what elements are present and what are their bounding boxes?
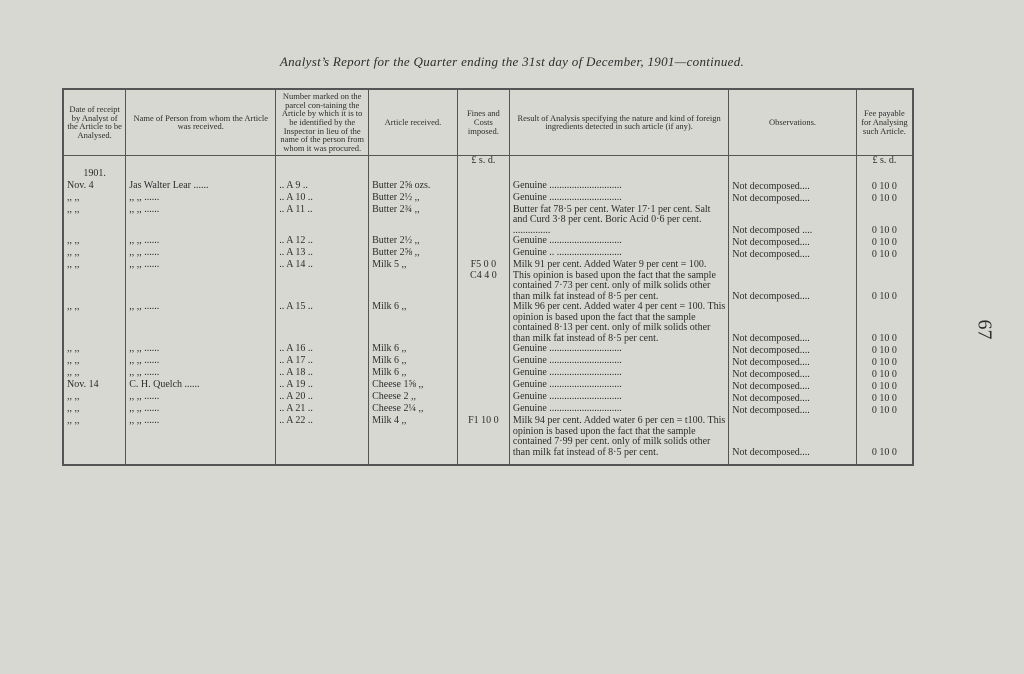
- cell-date: ,, ,,: [63, 302, 126, 344]
- cell-reference: .. A 21 ..: [276, 404, 369, 416]
- col-header-reference: Number marked on the parcel con-taining the Article by which it is to be identified by the Inspector in lieu of the name of the person from whom it was procured.: [276, 89, 369, 155]
- col-header-fines: Fines and Costs imposed.: [457, 89, 509, 155]
- cell-article: Milk 6 ,,: [369, 356, 458, 368]
- year-label: 1901.: [63, 169, 126, 181]
- cell-fines: F1 10 0: [457, 416, 509, 465]
- cell-article: Butter 2⅝ ozs.: [369, 181, 458, 193]
- cell-fee: 0 10 0: [856, 404, 913, 416]
- cell-fee: 0 10 0: [856, 193, 913, 205]
- header-row: [63, 89, 913, 155]
- cell-name: ,, ,, ......: [126, 236, 276, 248]
- table-row: [63, 236, 913, 248]
- cell-observations: [729, 155, 857, 169]
- cell-fines: [457, 236, 509, 248]
- table-row: [63, 260, 913, 302]
- table-row: [63, 392, 913, 404]
- cell-fee: 0 10 0: [856, 416, 913, 465]
- cell-empty: [729, 169, 857, 181]
- cell-date: ,, ,,: [63, 344, 126, 356]
- cell-name: ,, ,, ......: [126, 368, 276, 380]
- cell-date: ,, ,,: [63, 260, 126, 302]
- table-row: [63, 193, 913, 205]
- cell-name: C. H. Quelch ......: [126, 380, 276, 392]
- cell-name: ,, ,, ......: [126, 356, 276, 368]
- cell-fines: [457, 193, 509, 205]
- cell-reference: .. A 10 ..: [276, 193, 369, 205]
- cell-date: ,, ,,: [63, 356, 126, 368]
- cell-fee: 0 10 0: [856, 344, 913, 356]
- cell-reference: .. A 11 ..: [276, 205, 369, 237]
- cell-date: ,, ,,: [63, 392, 126, 404]
- cell-article: Cheese 2 ,,: [369, 392, 458, 404]
- cell-observations: Not decomposed....: [729, 260, 857, 302]
- table-row: [63, 181, 913, 193]
- cell-observations: Not decomposed....: [729, 248, 857, 260]
- cell-fee: 0 10 0: [856, 392, 913, 404]
- cell-article: Butter 2½ ,,: [369, 236, 458, 248]
- cell-result: Milk 91 per cent. Added Water 9 per cent = 100. This opinion is based upon the fact that the sample contained 7·73 per cent. only of milk solids other than milk fat instead of 8·5 per cent.: [509, 260, 728, 302]
- table-row: [63, 416, 913, 465]
- cell-result: Butter fat 78·5 per cent. Water 17·1 per cent. Salt and Curd 3·8 per cent. Boric Acid 0·6 per cent. ...............: [509, 205, 728, 237]
- cell-name: ,, ,, ......: [126, 260, 276, 302]
- cell-date: ,, ,,: [63, 404, 126, 416]
- table-row: [63, 380, 913, 392]
- cell-name: [126, 155, 276, 169]
- cell-article: Cheese 2¼ ,,: [369, 404, 458, 416]
- cell-reference: .. A 20 ..: [276, 392, 369, 404]
- cell-result: Genuine .............................: [509, 404, 728, 416]
- cell-empty: [276, 169, 369, 181]
- cell-name: ,, ,, ......: [126, 392, 276, 404]
- cell-observations: Not decomposed....: [729, 193, 857, 205]
- cell-fines: [457, 344, 509, 356]
- cell-name: ,, ,, ......: [126, 404, 276, 416]
- table-row: [63, 344, 913, 356]
- cell-observations: Not decomposed....: [729, 344, 857, 356]
- cell-article: Cheese 1⅝ ,,: [369, 380, 458, 392]
- cell-article: Butter 2⅝ ,,: [369, 248, 458, 260]
- cell-date: ,, ,,: [63, 248, 126, 260]
- cell-observations: Not decomposed....: [729, 236, 857, 248]
- cell-result: Genuine .............................: [509, 368, 728, 380]
- cell-result: Genuine .............................: [509, 181, 728, 193]
- cell-date: ,, ,,: [63, 193, 126, 205]
- cell-fines: [457, 380, 509, 392]
- col-header-article: Article received.: [369, 89, 458, 155]
- cell-reference: .. A 14 ..: [276, 260, 369, 302]
- table-row: [63, 205, 913, 237]
- cell-observations: Not decomposed....: [729, 181, 857, 193]
- cell-fines: [457, 368, 509, 380]
- cell-date: ,, ,,: [63, 236, 126, 248]
- cell-result: Milk 96 per cent. Added water 4 per cent = 100. This opinion is based upon the fact that the sample contained 8·13 per cent. only of milk solids other than milk fat instead of 8·5 per cent.: [509, 302, 728, 344]
- cell-fines: [457, 205, 509, 237]
- cell-empty: [509, 169, 728, 181]
- cell-date: Nov. 14: [63, 380, 126, 392]
- cell-empty: [457, 169, 509, 181]
- cell-fines: [457, 392, 509, 404]
- cell-fines: [457, 181, 509, 193]
- table-row: [63, 356, 913, 368]
- cell-fines: [457, 302, 509, 344]
- cell-reference: .. A 17 ..: [276, 356, 369, 368]
- cell-name: ,, ,, ......: [126, 344, 276, 356]
- currency-row: [63, 155, 913, 169]
- cell-result: Genuine .............................: [509, 392, 728, 404]
- cell-article: Milk 6 ,,: [369, 344, 458, 356]
- page-title: Analyst’s Report for the Quarter ending the 31st day of December, 1901—continued.: [279, 54, 745, 69]
- cell-article: Milk 6 ,,: [369, 368, 458, 380]
- page-number: 67: [973, 319, 996, 340]
- cell-name: ,, ,, ......: [126, 205, 276, 237]
- cell-fee: 0 10 0: [856, 248, 913, 260]
- cell-fee: 0 10 0: [856, 181, 913, 193]
- cell-fee: 0 10 0: [856, 236, 913, 248]
- cell-observations: Not decomposed....: [729, 368, 857, 380]
- cell-result: Genuine .............................: [509, 356, 728, 368]
- cell-reference: .. A 16 ..: [276, 344, 369, 356]
- cell-name: Jas Walter Lear ......: [126, 181, 276, 193]
- cell-date: Nov. 4: [63, 181, 126, 193]
- cell-fee: 0 10 0: [856, 205, 913, 237]
- cell-article: Milk 5 ,,: [369, 260, 458, 302]
- cell-fee: 0 10 0: [856, 302, 913, 344]
- cell-fee: 0 10 0: [856, 380, 913, 392]
- cell-article: Butter 2¾ ,,: [369, 205, 458, 237]
- cell-fee: 0 10 0: [856, 260, 913, 302]
- cell-fines: [457, 356, 509, 368]
- cell-article: Milk 6 ,,: [369, 302, 458, 344]
- cell-name: ,, ,, ......: [126, 302, 276, 344]
- cell-date: ,, ,,: [63, 368, 126, 380]
- cell-article: Butter 2½ ,,: [369, 193, 458, 205]
- cell-fee: 0 10 0: [856, 356, 913, 368]
- col-header-fee: Fee payable for Analysing such Article.: [856, 89, 913, 155]
- cell-observations: Not decomposed....: [729, 392, 857, 404]
- cell-observations: Not decomposed....: [729, 404, 857, 416]
- cell-name: ,, ,, ......: [126, 416, 276, 465]
- cell-name: ,, ,, ......: [126, 193, 276, 205]
- col-header-date: Date of receipt by Analyst of the Article to be Analysed.: [63, 89, 126, 155]
- table-row: [63, 302, 913, 344]
- cell-result: [509, 155, 728, 169]
- cell-result: Genuine .. ..........................: [509, 248, 728, 260]
- cell-reference: .. A 13 ..: [276, 248, 369, 260]
- cell-empty: [126, 169, 276, 181]
- cell-article: [369, 155, 458, 169]
- cell-name: ,, ,, ......: [126, 248, 276, 260]
- cell-result: Genuine .............................: [509, 236, 728, 248]
- cell-article: Milk 4 ,,: [369, 416, 458, 465]
- year-row: [63, 169, 913, 181]
- cell-reference: .. A 12 ..: [276, 236, 369, 248]
- report-table: [62, 88, 914, 466]
- cell-observations: Not decomposed....: [729, 416, 857, 465]
- cell-observations: Not decomposed....: [729, 380, 857, 392]
- cell-reference: .. A 22 ..: [276, 416, 369, 465]
- cell-fee: 0 10 0: [856, 368, 913, 380]
- cell-result: Milk 94 per cent. Added water 6 per cen = t100. This opinion is based upon the fact that the sample contained 7·99 per cent. only of milk solids other than milk fat instead of 8·5 per cent.: [509, 416, 728, 465]
- fines-currency-label: £ s. d.: [457, 155, 509, 169]
- report-table-container: [62, 88, 914, 466]
- cell-reference: .. A 9 ..: [276, 181, 369, 193]
- cell-result: Genuine .............................: [509, 344, 728, 356]
- cell-empty: [369, 169, 458, 181]
- cell-observations: Not decomposed....: [729, 356, 857, 368]
- cell-reference: [276, 155, 369, 169]
- cell-empty: [856, 169, 913, 181]
- cell-date: [63, 155, 126, 169]
- col-header-observations: Observations.: [729, 89, 857, 155]
- col-header-name: Name of Person from whom the Article was received.: [126, 89, 276, 155]
- cell-reference: .. A 18 ..: [276, 368, 369, 380]
- cell-result: Genuine .............................: [509, 193, 728, 205]
- cell-reference: .. A 19 ..: [276, 380, 369, 392]
- cell-date: ,, ,,: [63, 416, 126, 465]
- cell-observations: Not decomposed....: [729, 302, 857, 344]
- cell-observations: Not decomposed ....: [729, 205, 857, 237]
- cell-fines: F5 0 0 C4 4 0: [457, 260, 509, 302]
- fee-currency-label: £ s. d.: [856, 155, 913, 169]
- cell-result: Genuine .............................: [509, 380, 728, 392]
- cell-date: ,, ,,: [63, 205, 126, 237]
- col-header-result: Result of Analysis specifying the nature and kind of foreign ingredients detected in such article (if any).: [509, 89, 728, 155]
- cell-reference: .. A 15 ..: [276, 302, 369, 344]
